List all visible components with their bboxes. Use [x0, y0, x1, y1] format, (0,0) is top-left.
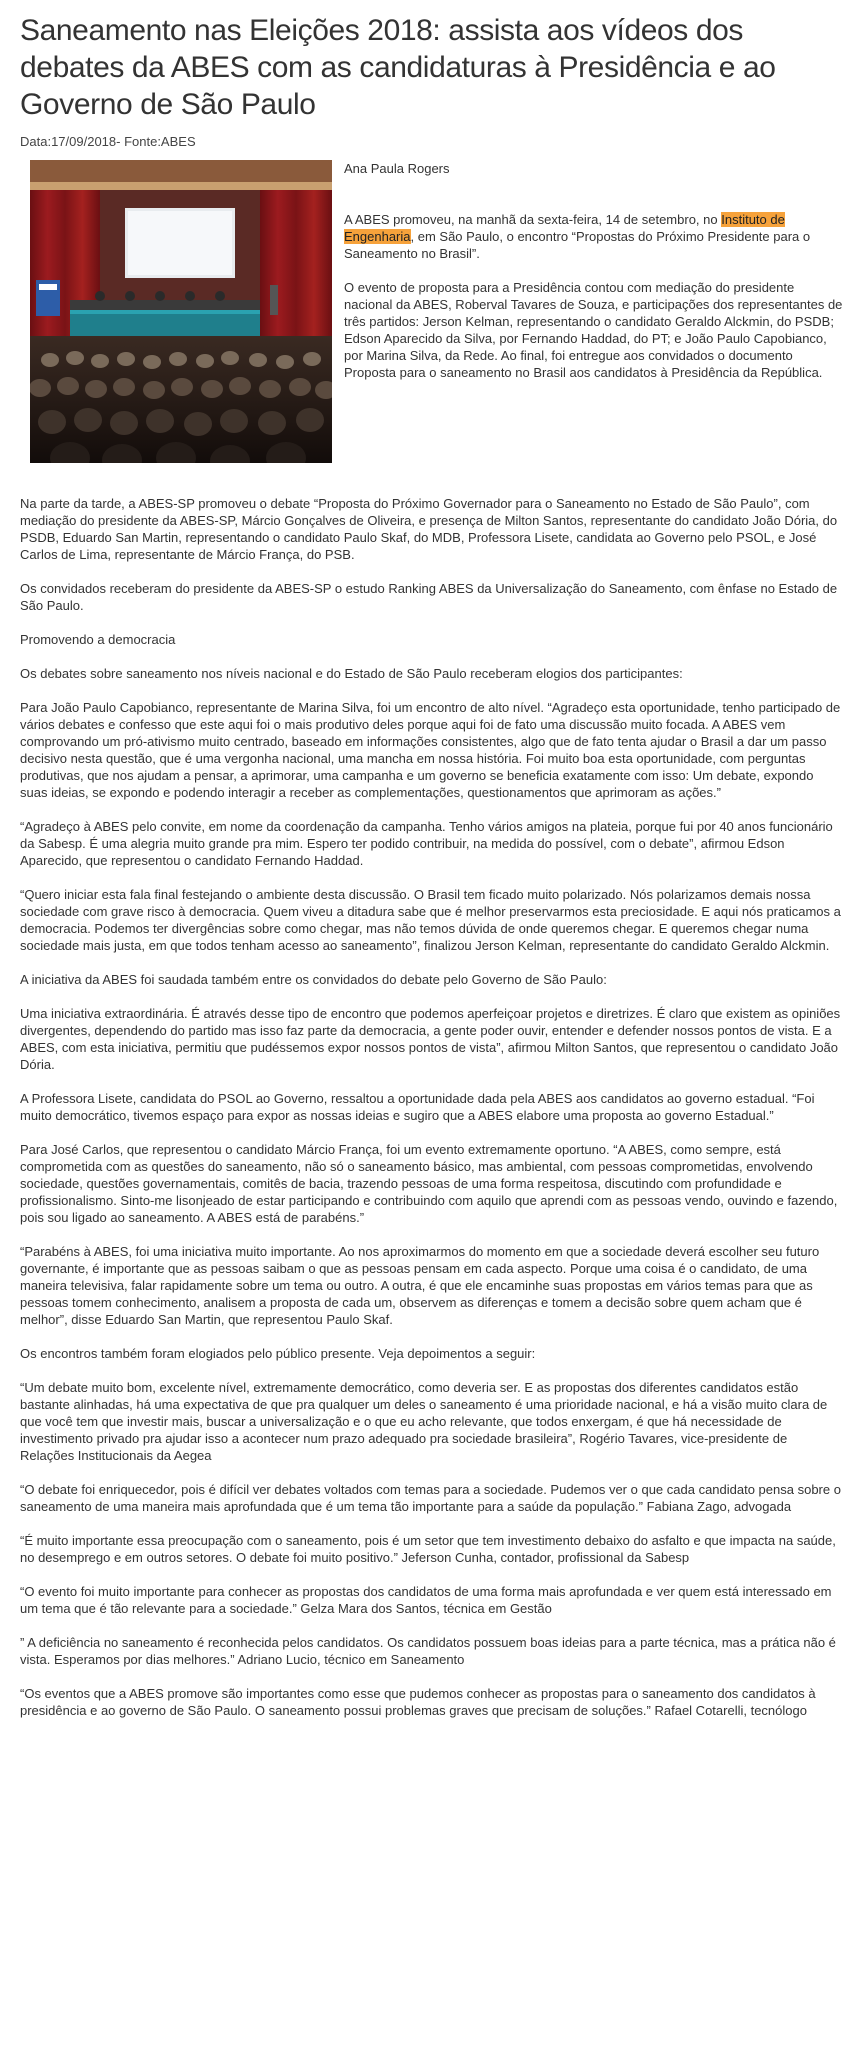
body-paragraph: A Professora Lisete, candidata do PSOL ao Governo, ressaltou a oportunidade dada pela ABES aos candidatos ao governo estadual. “Foi muito democrático, tivemos espaço para expor as nossas ideias e sugiro que a ABES elabore uma proposta ao governo Estadual.”	[20, 1091, 815, 1123]
intro-paragraph-2: O evento de proposta para a Presidência contou com mediação do presidente nacional da ABES, Roberval Tavares de Souza, e participações dos representantes de três partidos: Jerson Kelman, representando o candidato Geraldo Alckmin, do PSDB; Edson Aparecido da Silva, por Fernando Haddad, do PT; e João Paulo Capobianco, por Marina Silva, da Rede. Ao final, foi entregue aos convidados o documento Proposta para o saneamento no Brasil aos candidatos à Presidência da República.	[344, 280, 843, 380]
body-paragraph: “Quero iniciar esta fala final festejando o ambiente desta discussão. O Brasil tem ficado muito polarizado. Nós polarizamos demais nossa sociedade com grave risco à democracia. Quem viveu a ditadura sabe que é melhor preservarmos esta preciosidade. E aqui nós praticamos a democracia. Podemos ter divergências sobre como chegar, mas não temos dúvida de onde queremos chegar. E queremos chegar numa sociedade mais justa, em que todos tenham acesso ao saneamento”, finalizou Jerson Kelman, representante do candidato Geraldo Alckmin.	[20, 887, 841, 953]
section-heading: Promovendo a democracia	[20, 632, 176, 647]
testimonial-paragraph: “O debate foi enriquecedor, pois é difícil ver debates voltados com temas para a sociedade. Pudemos ver o que cada candidato pensa sobre o saneamento de uma maneira mais aprofundada que é um tema tão importante para a saúde da população.” Fabiana Zago, advogada	[20, 1482, 841, 1514]
article-title: Saneamento nas Eleições 2018: assista aos vídeos dos debates da ABES com as candidaturas à Presidência e ao Governo de São Paulo	[20, 14, 776, 121]
testimonial-paragraph: “O evento foi muito importante para conhecer as propostas dos candidatos de uma forma mais aprofundada e ver quem está interessado em um tema que é tão relevante para a sociedade.” Gelza Mara dos Santos, técnica em Gestão	[20, 1584, 832, 1616]
testimonial-paragraph: “É muito importante essa preocupação com o saneamento, pois é um setor que tem investimento debaixo do asfalto e que impacta na saúde, no desemprego e em outros setores. O debate foi muito positivo.” Jeferson Cunha, contador, profissional da Sabesp	[20, 1533, 836, 1565]
article-author: Ana Paula Rogers	[344, 161, 450, 176]
body-paragraph: Para João Paulo Capobianco, representante de Marina Silva, foi um encontro de alto nível. “Agradeço esta oportunidade, tenho participado de vários debates e confesso que este aqui foi o mais produtivo deles porque aqui foi de fato uma discussão muito focada. A ABES vem comprovando um pró-ativismo muito centrado, baseado em informações consistentes, algo que de fato tenta ajudar o Brasil a dar um passo decisivo nesta questão, que é uma vergonha nacional, uma mancha em nossa história. Foi muito boa esta oportunidade, com perguntas produtivas, que nos ajudam a pensar, a aprimorar, uma campanha e um governo se beneficia exatamente com isso: Um debate, expondo suas ideias, se expondo e podendo interagir a receber as complementações, questionamentos que aprimoram as ações.”	[20, 700, 841, 800]
body-paragraph: “Parabéns à ABES, foi uma iniciativa muito importante. Ao nos aproximarmos do momento em que a sociedade deverá escolher seu futuro governante, é importante que as pessoas saibam o que as pessoas pensam em cada aspecto. Porque uma coisa é o candidato, de uma maneira televisiva, falar rapidamente sobre um tema ou outro. A outra, é que ele encaminhe suas propostas em vários temas para que as pessoas tomem conhecimento, analisem a proposta de cada um, observem as diferenças e tomem a decisão sobre quem acham que é melhor”, disse Eduardo San Martin, que representou Paulo Skaf.	[20, 1244, 820, 1327]
body-paragraph: Os debates sobre saneamento nos níveis nacional e do Estado de São Paulo receberam elogios dos participantes:	[20, 666, 683, 681]
body-paragraph: Os convidados receberam do presidente da ABES-SP o estudo Ranking ABES da Universalização do Saneamento, com ênfase no Estado de São Paulo.	[20, 581, 838, 613]
intro-p1-before: A ABES promoveu, na manhã da sexta-feira, 14 de setembro, no	[344, 212, 722, 227]
article-intro	[20, 160, 844, 463]
intro-paragraph-1	[344, 211, 844, 262]
body-paragraph: Para José Carlos, que representou o candidato Márcio França, foi um evento extremamente oportuno. “A ABES, como sempre, está comprometida com as questões do saneamento, não só o saneamento básico, mas ambiental, com pessoas comprometidas, envolvendo sociedade, questões governamentais, comitês de bacia, trazendo pessoas de uma forma respeitosa, discutindo com profundidade e profissionalismo. Sinto-me lisonjeado de estar participando e contribuindo com aquilo que aprendi com as pessoas vendo, ouvindo e fazendo, pois sou ligado ao saneamento. A ABES está de parabéns.”	[20, 1142, 838, 1225]
body-paragraph: Na parte da tarde, a ABES-SP promoveu o debate “Proposta do Próximo Governador para o Saneamento no Estado de São Paulo”, com mediação do presidente da ABES-SP, Márcio Gonçalves de Oliveira, e presença de Milton Santos, representante do candidato João Dória, do PSDB, Eduardo San Martin, representando o candidato Paulo Skaf, do MDB, Professora Lisete, candidata ao Governo pelo PSOL, e José Carlos de Lima, representante de Márcio França, do PSB.	[20, 496, 838, 562]
article-body	[20, 495, 844, 1719]
instituto-engenharia-highlight: Instituto de Engenharia	[344, 212, 785, 244]
testimonial-paragraph: ” A deficiência no saneamento é reconhecida pelos candidatos. Os candidatos possuem boas ideias para a parte técnica, mas a prática não é vista. Esperamos por dias melhores.” Adriano Lucio, técnico em Saneamento	[20, 1635, 836, 1667]
testimonial-paragraph: “Um debate muito bom, excelente nível, extremamente democrático, como deveria ser. E as propostas dos diferentes candidatos estão bastante alinhadas, há uma expectativa de que pra qualquer um deles o saneamento é uma prioridade nacional, e há a visão muito clara de que você tem que investir mais, buscar a universalização e o que eu acho relevante, que todos enxergam, é que há necessidade de investimento privado pra ajudar isso a acontecer num prazo adequado pra sociedade brasileira”, Rogério Tavares, vice-presidente de Relações Institucionais da Aegea	[20, 1380, 828, 1463]
body-paragraph: A iniciativa da ABES foi saudada também entre os convidados do debate pelo Governo de São Paulo:	[20, 972, 607, 987]
intro-text	[344, 160, 844, 398]
auditorium-photo-image	[30, 160, 332, 463]
testimonial-paragraph: “Os eventos que a ABES promove são importantes como esse que pudemos conhecer as propostas para o saneamento dos candidatos à presidência e ao governo de São Paulo. O saneamento possui problemas graves que precisam de soluções.” Rafael Cotarelli, tecnólogo	[20, 1686, 816, 1718]
body-paragraph: Uma iniciativa extraordinária. É através desse tipo de encontro que podemos aperfeiçoar projetos e diretrizes. É claro que existem as opiniões divergentes, dependendo do partido mas isso faz parte da democracia, a gente poder ouvir, entender e defender nossos pontos de vista. E a ABES, com esta iniciativa, permitiu que pudéssemos expor nossos pontos de vista”, afirmou Milton Santos, que representou o candidato João Dória.	[20, 1006, 841, 1072]
intro-p1-after: , em São Paulo, o encontro “Propostas do Próximo Presidente para o Saneamento no Brasil”.	[344, 229, 811, 261]
article-meta: Data:17/09/2018- Fonte:ABES	[20, 134, 196, 149]
event-photo	[30, 160, 332, 463]
body-paragraph: Os encontros também foram elogiados pelo público presente. Veja depoimentos a seguir:	[20, 1346, 536, 1361]
body-paragraph: “Agradeço à ABES pelo convite, em nome da coordenação da campanha. Tenho vários amigos na plateia, porque fui por 40 anos funcionário da Sabesp. É uma alegria muito grande pra mim. Espero ter podido contribuir, na medida do possível, com o debate”, afirmou Edson Aparecido, que representou o candidato Fernando Haddad.	[20, 819, 833, 868]
